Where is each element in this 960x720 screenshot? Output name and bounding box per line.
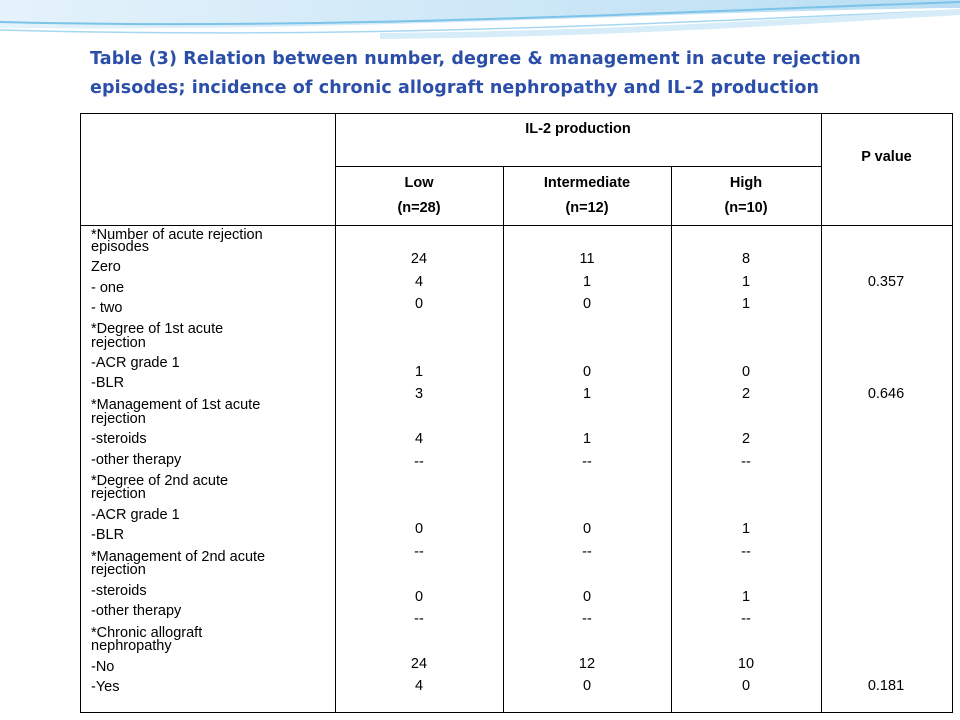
value-cell: 1 xyxy=(582,274,592,290)
col-low-name: Low xyxy=(404,175,434,191)
value-cell: 1 xyxy=(741,521,751,537)
value-cell: 24 xyxy=(410,656,428,672)
value-cell: 0 xyxy=(741,364,751,380)
row-divider-header xyxy=(81,225,952,226)
row-label: *Management of 2nd acute xyxy=(91,549,266,565)
value-cell: -- xyxy=(414,454,424,470)
value-cell: 1 xyxy=(741,274,751,290)
row-label: -steroids xyxy=(91,583,147,599)
value-cell: 0 xyxy=(582,364,592,380)
slide-title xyxy=(90,45,910,103)
row-label: rejection xyxy=(91,335,146,351)
row-label: -BLR xyxy=(91,375,125,391)
pvalue-cell: 0.357 xyxy=(867,274,905,290)
value-cell: -- xyxy=(582,611,592,627)
value-cell: -- xyxy=(582,454,592,470)
col-high-n: (n=10) xyxy=(724,200,768,216)
col-low-n: (n=28) xyxy=(397,200,441,216)
row-label: *Chronic allograft xyxy=(91,625,203,641)
title-line-1: Table (3) Relation between number, degree & management in acute rejection xyxy=(90,49,861,69)
col-header-high xyxy=(671,171,821,221)
value-cell: 3 xyxy=(414,386,424,402)
value-cell: 1 xyxy=(582,431,592,447)
results-table xyxy=(80,113,953,713)
col-divider-2 xyxy=(503,166,504,712)
value-cell: 2 xyxy=(741,386,751,402)
value-cell: 10 xyxy=(737,656,755,672)
row-label: -Yes xyxy=(91,679,120,695)
value-cell: 0 xyxy=(582,296,592,312)
value-cell: 1 xyxy=(741,589,751,605)
row-label: - one xyxy=(91,280,125,296)
row-label: Zero xyxy=(91,259,121,275)
row-label: - two xyxy=(91,300,123,316)
value-cell: 4 xyxy=(414,678,424,694)
col-divider-4 xyxy=(821,114,822,712)
row-label: episodes xyxy=(91,239,150,255)
value-cell: 12 xyxy=(578,656,596,672)
col-intermediate-n: (n=12) xyxy=(565,200,609,216)
row-label: -other therapy xyxy=(91,452,182,468)
value-cell: 0 xyxy=(582,678,592,694)
row-label: *Degree of 2nd acute xyxy=(91,473,229,489)
col-high-name: High xyxy=(729,175,763,191)
value-cell: 0 xyxy=(414,296,424,312)
col-header-low xyxy=(335,171,503,221)
value-cell: 11 xyxy=(579,251,595,267)
col-header-intermediate xyxy=(503,171,671,221)
row-label: nephropathy xyxy=(91,638,172,654)
value-cell: 2 xyxy=(741,431,751,447)
pvalue-cell: 0.646 xyxy=(867,386,905,402)
value-cell: 0 xyxy=(582,521,592,537)
value-cell: -- xyxy=(741,611,751,627)
row-label: *Degree of 1st acute xyxy=(91,321,224,337)
row-label: -other therapy xyxy=(91,603,182,619)
value-cell: -- xyxy=(741,544,751,560)
row-label: -ACR grade 1 xyxy=(91,355,180,371)
value-cell: 1 xyxy=(414,364,424,380)
value-cell: -- xyxy=(414,544,424,560)
value-cell: 0 xyxy=(741,678,751,694)
value-cell: -- xyxy=(582,544,592,560)
col-intermediate-name: Intermediate xyxy=(543,175,631,191)
value-cell: 0 xyxy=(414,521,424,537)
row-label: -BLR xyxy=(91,527,125,543)
col-divider-3 xyxy=(671,166,672,712)
row-label: rejection xyxy=(91,486,146,502)
value-cell: 4 xyxy=(414,274,424,290)
row-divider-subheader xyxy=(335,166,821,167)
value-cell: -- xyxy=(414,611,424,627)
row-label: rejection xyxy=(91,411,146,427)
value-cell: 1 xyxy=(741,296,751,312)
row-label: rejection xyxy=(91,562,146,578)
row-label: *Number of acute rejection xyxy=(91,227,263,243)
title-line-2: episodes; incidence of chronic allograft nephropathy and IL-2 production xyxy=(90,78,820,98)
value-cell: 24 xyxy=(410,251,428,267)
row-label: *Management of 1st acute xyxy=(91,397,261,413)
value-cell: -- xyxy=(741,454,751,470)
il2-production-header: IL-2 production xyxy=(525,121,631,137)
value-cell: 8 xyxy=(741,251,751,267)
pvalue-cell: 0.181 xyxy=(867,678,905,694)
value-cell: 0 xyxy=(582,589,592,605)
value-cell: 4 xyxy=(414,431,424,447)
row-label: -steroids xyxy=(91,431,147,447)
value-cell: 1 xyxy=(582,386,592,402)
value-cell: 0 xyxy=(414,589,424,605)
row-label: -No xyxy=(91,659,115,675)
row-label: -ACR grade 1 xyxy=(91,507,180,523)
pvalue-header: P value xyxy=(861,149,912,165)
